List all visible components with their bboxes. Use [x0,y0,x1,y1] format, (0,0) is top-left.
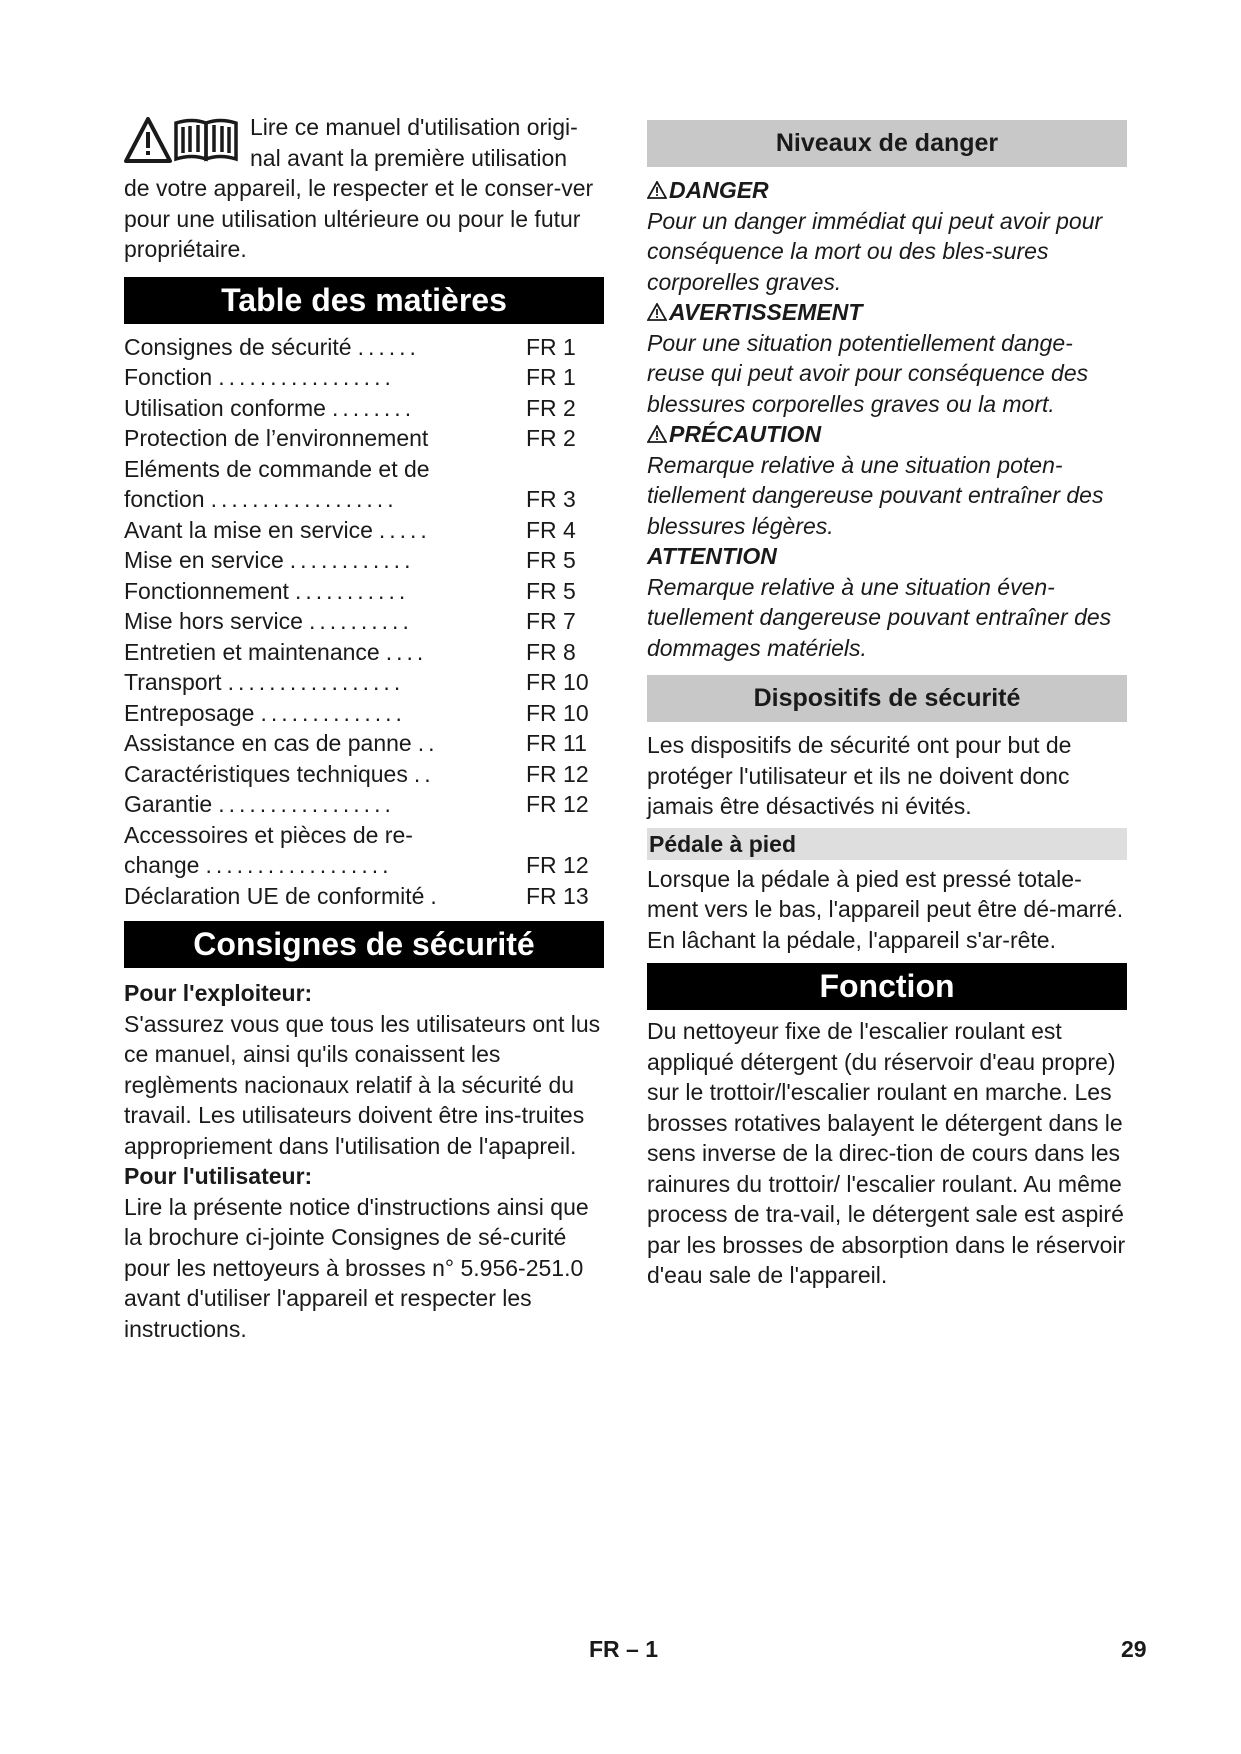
warning-label: AVERTISSEMENT [669,299,863,325]
toc-entry[interactable] [124,362,604,393]
toc-entry-dots: ................. [227,669,405,695]
toc-entry-page: FR 12 [526,791,589,817]
operator-text: S'assurez vous que tous les utilisateurs ont lus ce manuel, ainsi qu'ils conaissent les reglèments nacionaux relatif à la sécurité du travail. Les utilisateurs doivent être ins-truites appropriement dans l'utilisation de l'apapreil. [124,1010,601,1159]
toc-entry-dots: .... [385,638,428,665]
toc-entry-page: FR 1 [526,364,576,390]
warning-triangle-icon [647,303,667,321]
toc-entry[interactable] [124,728,604,759]
danger-label: DANGER [669,177,769,203]
function-text: Du nettoyeur fixe de l'escalier roulant est appliqué détergent (du réservoir d'eau propre) sur le trottoir/l'escalier roulant en marche. Les brosses rotatives balayent le détergent dans le sens inverse de la direc-tion de cours dans les rainures du trottoir/ l'escalier roulant. Au même process de tra-vail, le détergent sale est aspiré par les brosses de absorption dans le réservoir d'eau sale de l'appareil. [647,1018,1126,1288]
toc-entry[interactable] [124,454,604,485]
toc-entry-title: Avant la mise en service [124,516,373,543]
toc-entry-page: FR 8 [526,638,576,665]
toc-entry-dots: ..... [378,516,431,543]
attention-text: Remarque relative à une situation éven-tuellement dangereuse pouvant entraîner des dommages matériels. [647,573,1112,661]
danger-levels-list [647,175,1127,663]
toc-entry-page [518,454,604,485]
toc-entry[interactable] [124,698,604,729]
toc-entry-dots: ................. [218,364,395,390]
toc-entry[interactable] [124,606,604,637]
toc-entry-dots: .................. [210,486,398,512]
toc-entry[interactable] [124,881,604,912]
intro-text: de votre appareil, le respecter et le conser-ver pour une utilisation ultérieure ou pour le futur propriétaire. [124,175,594,262]
toc-entry-title: Protection de l’environnement [124,425,429,451]
toc-entry[interactable] [124,850,604,881]
warning-text: Pour une situation potentiellement dange-reuse qui peut avoir pour conséquence des blessures corporelles graves ou la mort. [647,329,1089,417]
toc-entry-page: FR 10 [526,699,589,726]
toc-entry-dots: ...... [357,333,420,360]
toc-entry[interactable] [124,637,604,668]
user-label: Pour l'utilisateur: [124,1163,313,1189]
toc-entry-dots: .......... [308,608,413,634]
toc-entry-title: Utilisation conforme [124,394,326,421]
attention-label: ATTENTION [647,543,777,569]
toc-entry-dots: . [430,882,441,909]
safety-heading: Consignes de sécurité [124,921,604,968]
toc-entry[interactable] [124,545,604,576]
toc-entry-title: Caractéristiques techniques [124,760,408,787]
toc-entry-dots: ........ [331,394,416,421]
left-column [124,112,604,1344]
toc-entry-dots: .. [413,760,435,787]
toc-entry-page: FR 12 [526,760,589,787]
book-icon [176,121,236,160]
toc-entry[interactable] [124,515,604,546]
toc-entry-page: FR 5 [526,547,576,573]
table-of-contents [124,332,604,912]
toc-entry-title: Transport [124,669,222,695]
safety-devices-heading: Dispositifs de sécurité [647,675,1127,722]
caution-label-row [647,419,1127,450]
intro-block [124,112,604,265]
toc-entry-title: Garantie [124,791,213,817]
caution-label: PRÉCAUTION [669,421,822,447]
footer-section-label: FR – 1 [589,1636,659,1662]
warning-triangle-icon [647,425,667,443]
toc-entry-title: change [124,852,200,878]
toc-entry-title: Entreposage [124,699,255,726]
toc-entry-page: FR 2 [526,425,576,451]
toc-entry[interactable] [124,820,604,851]
toc-entry-dots [428,423,518,454]
user-text: Lire la présente notice d'instructions ainsi que la brochure ci-jointe Consignes de sé-curité pour les nettoyeurs à brosses n° 5.956-251.0 avant d'utiliser l'appareil et respecter les instructions. [124,1193,589,1342]
toc-entry-page: FR 11 [526,730,587,756]
toc-entry-page: FR 3 [526,486,576,512]
toc-entry-dots: ................. [218,791,395,817]
toc-entry[interactable] [124,667,604,698]
toc-entry-page: FR 4 [526,516,576,543]
toc-entry-title: Eléments de commande et de [124,455,430,482]
toc-entry-title: Fonction [124,364,213,390]
toc-entry-page: FR 10 [526,669,589,695]
toc-entry-page: FR 5 [526,577,576,604]
function-heading: Fonction [647,963,1127,1010]
intro-line-1: Lire ce manuel d'utilisation origi- [250,114,578,140]
toc-entry-dots: ........... [294,577,410,604]
danger-label-row [647,175,1127,206]
toc-entry-dots [430,454,518,485]
toc-entry-title: Consignes de sécurité [124,333,352,360]
operator-label: Pour l'exploiteur: [124,980,313,1006]
warning-book-icon [124,115,242,167]
danger-text: Pour un danger immédiat qui peut avoir pour conséquence la mort ou des bles-sures corporelles graves. [647,207,1103,295]
foot-pedal-text: Lorsque la pédale à pied est pressé totale-ment vers le bas, l'appareil peut être dé-marré. En lâchant la pédale, l'appareil s'ar-rête. [647,865,1124,953]
toc-entry-title: Fonctionnement [124,577,289,604]
toc-entry-title: Déclaration UE de conformité [124,882,425,909]
danger-levels-heading: Niveaux de danger [647,120,1127,167]
toc-entry[interactable] [124,576,604,607]
toc-entry-dots [413,820,518,851]
footer-page-number: 29 [1121,1636,1147,1662]
toc-entry-dots: .. [417,730,439,756]
warning-label-row [647,297,1127,328]
intro-line-2: nal avant la première utilisation [250,144,568,171]
foot-pedal-heading: Pédale à pied [647,828,1127,860]
toc-entry[interactable] [124,789,604,820]
toc-entry[interactable] [124,393,604,424]
toc-entry[interactable] [124,332,604,363]
toc-entry-page: FR 1 [526,333,576,360]
toc-entry-title: Accessoires et pièces de re- [124,821,413,848]
toc-entry-title: Assistance en cas de panne [124,730,412,756]
toc-heading: Table des matières [124,277,604,324]
caution-text: Remarque relative à une situation poten-tiellement dangereuse pouvant entraîner des blessures légères. [647,451,1104,539]
toc-entry-title: Entretien et maintenance [124,638,380,665]
toc-entry-title: Mise hors service [124,608,303,634]
toc-entry-dots: .................. [205,852,393,878]
toc-entry-page: FR 2 [526,394,576,421]
safety-devices-text: Les dispositifs de sécurité ont pour but de protéger l'utilisateur et ils ne doivent donc jamais être désactivés ni évités. [647,732,1072,819]
toc-entry-dots: .............. [260,699,406,726]
warning-triangle-icon [126,119,170,161]
toc-entry-title: Mise en service [124,547,284,573]
right-column [647,112,1127,1291]
toc-entry-page: FR 13 [526,882,589,909]
toc-entry-page: FR 7 [526,608,576,634]
toc-entry-page [518,820,604,851]
toc-entry-title: fonction [124,486,205,512]
warning-triangle-icon [647,181,667,199]
toc-entry[interactable] [124,759,604,790]
toc-entry-dots: ............ [289,547,415,573]
toc-entry[interactable] [124,484,604,515]
toc-entry-page: FR 12 [526,852,589,878]
toc-entry[interactable] [124,423,604,454]
